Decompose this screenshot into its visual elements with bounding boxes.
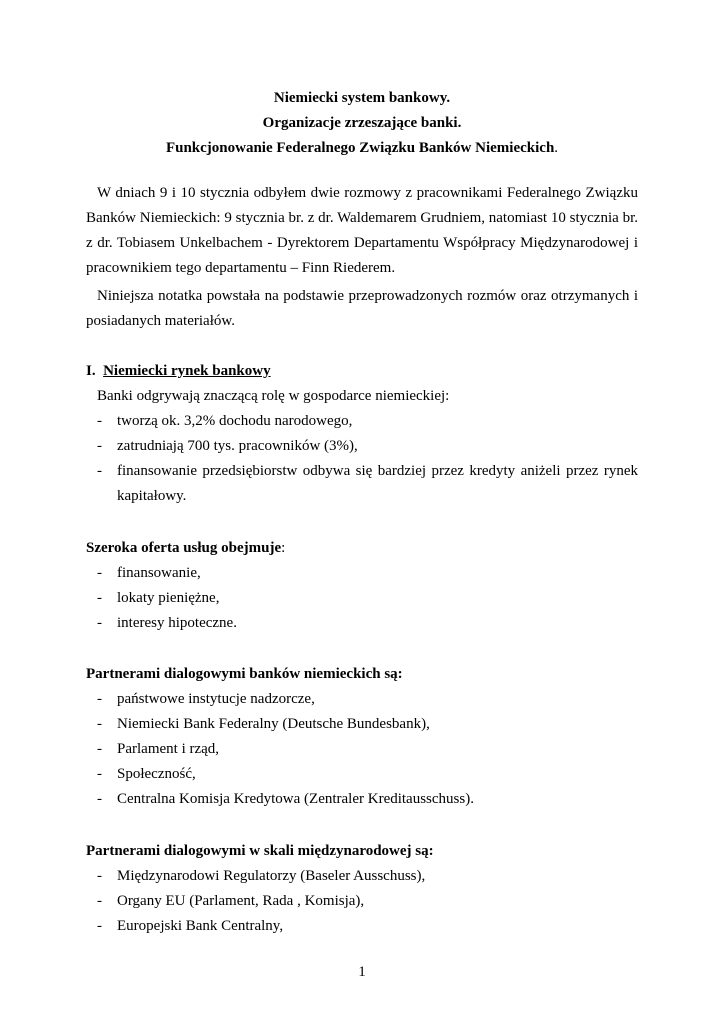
title-block	[0, 86, 724, 161]
section-partners-international	[86, 839, 638, 939]
section-partners-domestic	[86, 662, 638, 812]
partners-international-list	[86, 864, 638, 939]
market-list	[86, 409, 638, 509]
note-paragraph: Niniejsza notatka powstała na podstawie przeprowadzonych rozmów oraz otrzymanych i posiadanych materiałów.	[86, 288, 638, 329]
section-market	[86, 359, 638, 509]
list-item: - Parlament i rząd,	[97, 741, 220, 757]
list-item: - finansowanie przedsiębiorstw odbywa się bardziej przez kredyty aniżeli przez rynek kapitałowy.	[97, 463, 638, 504]
section-heading: I. Niemiecki rynek bankowy	[86, 363, 271, 379]
list-item: - Niemiecki Bank Federalny (Deutsche Bundesbank),	[97, 716, 430, 732]
intro-paragraph: W dniach 9 i 10 stycznia odbyłem dwie rozmowy z pracownikami Federalnego Związku Banków Niemieckich: 9 stycznia br. z dr. Waldemarem Grudniem, natomiast 10 stycznia br. z dr. Tobiasem Unkelbachem - Dyrektorem Departamentu Współpracy Międzynarodowej i pracownikiem tego departamentu – Finn Riederem.	[86, 185, 638, 276]
partners-domestic-list	[86, 687, 638, 812]
list-item: - tworzą ok. 3,2% dochodu narodowego,	[97, 413, 353, 429]
list-item: - finansowanie,	[97, 565, 201, 581]
list-item: - zatrudniają 700 tys. pracowników (3%),	[97, 438, 358, 454]
title-line-1: Niemiecki system bankowy.	[273, 90, 451, 106]
list-item: - państwowe instytucje nadzorcze,	[97, 691, 315, 707]
list-item: - lokaty pieniężne,	[97, 590, 220, 606]
title-line-3: Funkcjonowanie Federalnego Związku Banków Niemieckich.	[165, 140, 559, 156]
partners-international-heading: Partnerami dialogowymi w skali międzynarodowej są:	[86, 843, 434, 859]
partners-domestic-heading: Partnerami dialogowymi banków niemieckich są:	[86, 666, 403, 682]
list-item: - Centralna Komisja Kredytowa (Zentraler Kreditausschuss).	[97, 791, 474, 807]
services-heading: Szeroka oferta usług obejmuje:	[86, 540, 286, 556]
title-line-2: Organizacje zrzeszające banki.	[262, 115, 462, 131]
section-intro: Banki odgrywają znaczącą rolę w gospodarce niemieckiej:	[97, 388, 450, 404]
section-services	[86, 536, 638, 636]
list-item: - Organy EU (Parlament, Rada , Komisja),	[97, 893, 365, 909]
page-number: 1	[358, 964, 366, 980]
services-list	[86, 561, 638, 636]
list-item: - Europejski Bank Centralny,	[97, 918, 284, 934]
list-item: - interesy hipoteczne.	[97, 615, 237, 631]
list-item: - Międzynarodowi Regulatorzy (Baseler Ausschuss),	[97, 868, 426, 884]
list-item: - Społeczność,	[97, 766, 196, 782]
